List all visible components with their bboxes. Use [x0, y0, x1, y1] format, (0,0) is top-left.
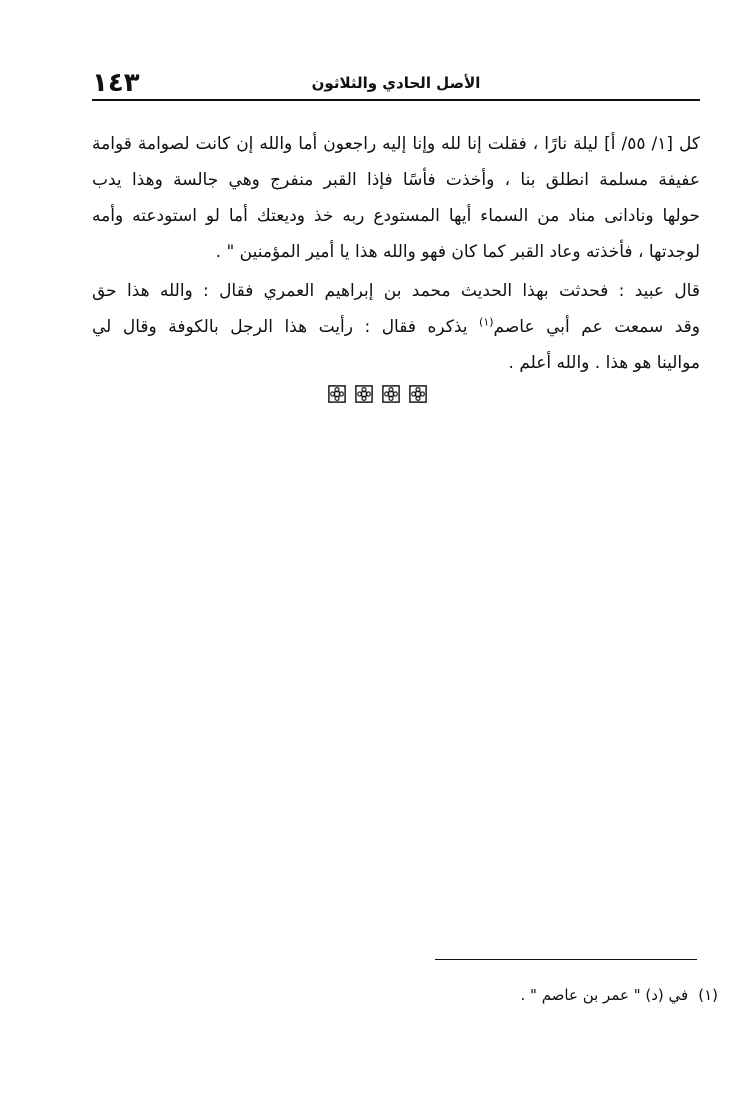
text-line: موالينا هو هذا . والله أعلم .: [508, 353, 700, 373]
footnote-separator: [435, 959, 697, 960]
page-number: ١٤٣: [92, 68, 140, 98]
page-header: [92, 66, 700, 98]
text-line: عفيفة مسلمة انطلق بنا ، وأخذت فأسًا فإذا القبر منفرج وهي جالسة وهذا يدب: [92, 170, 700, 190]
body-text: [92, 126, 700, 381]
footnote-marker[interactable]: (١): [479, 315, 494, 329]
quatrefoil-ornament-icon: [355, 385, 373, 403]
text-line: حولها ونادانى مناد من السماء أيها المستودع ربه خذ وديعتك أما لو استودعته وأمه: [92, 206, 700, 226]
text-segment: يذكره فقال : رأيت هذا الرجل بالكوفة وقال لي: [92, 317, 480, 337]
footnote-text: في (د) " عمر بن عاصم " .: [520, 986, 689, 1004]
quatrefoil-ornament-icon: [328, 385, 346, 403]
quatrefoil-ornament-icon: [409, 385, 427, 403]
header-rule: [92, 99, 700, 101]
text-line: لوجدتها ، فأخذته وعاد القبر كما كان فهو والله هذا يا أمير المؤمنين " .: [215, 242, 700, 262]
footnote-number: (١): [698, 986, 718, 1004]
text-segment: وقد سمعت عم أبي عاصم: [493, 317, 700, 337]
footnote: [92, 982, 718, 1008]
section-divider-ornaments: [0, 385, 755, 407]
running-title: الأصل الحادي والثلاثون: [311, 74, 481, 92]
text-line: قال عبيد : فحدثت بهذا الحديث محمد بن إبراهيم العمري فقال : والله هذا حق: [92, 281, 700, 301]
quatrefoil-ornament-icon: [382, 385, 400, 403]
text-line: كل [١/ ٥٥/ أ] ليلة نارًا ، فقلت إنا لله وإنا إليه راجعون أما والله إن كانت لصوامة قوامة: [92, 134, 700, 154]
text-line-with-footnote: [92, 309, 700, 345]
